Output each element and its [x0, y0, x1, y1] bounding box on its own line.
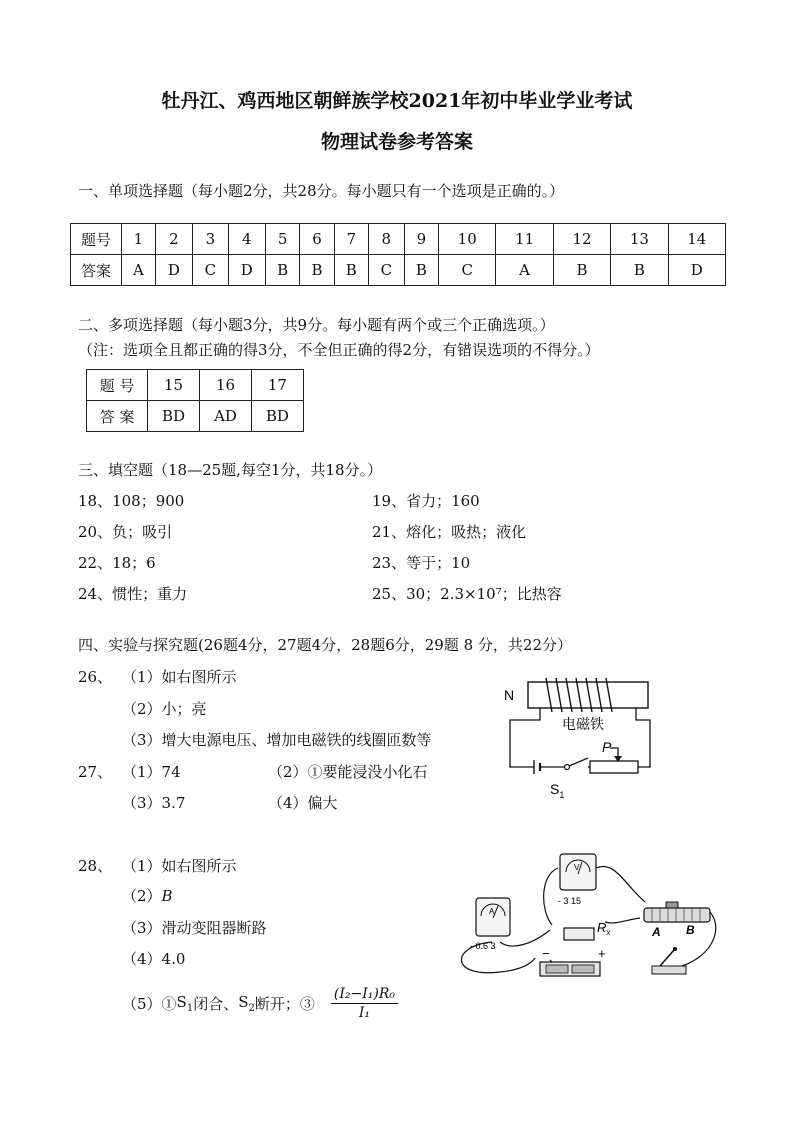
slider-p-label: P [602, 739, 612, 755]
question-number-cell: 6 [300, 224, 334, 255]
answer-cell: D [668, 255, 725, 286]
question-number-cell: 13 [611, 224, 668, 255]
multi-choice-answer-table [86, 369, 304, 432]
q26-answer-3: （3）增大电源电压、增加电磁铁的线圈匝数等 [122, 731, 432, 749]
battery-pack [540, 946, 606, 976]
q27-number: 27、 [78, 763, 113, 781]
answer-cell: B [404, 255, 438, 286]
rheostat-b-label: B [686, 923, 695, 937]
question-number-cell: 3 [193, 224, 229, 255]
answer-20: 20、负；吸引 [78, 523, 173, 541]
q27-answer-4: （4）偏大 [268, 794, 338, 812]
answer-cell: B [553, 255, 610, 286]
voltmeter [558, 854, 596, 906]
sliding-rheostat [644, 902, 710, 939]
table-header-answer: 答案 [71, 255, 122, 286]
question-number-cell: 9 [404, 224, 438, 255]
voltmeter-terminals: - 3 15 [558, 896, 582, 906]
answer-cell: C [369, 255, 405, 286]
switch [652, 947, 686, 974]
answer-23: 23、等于；10 [372, 554, 471, 572]
table-header-question: 题 号 [87, 370, 148, 401]
answer-cell: A [122, 255, 156, 286]
question-number-cell: 2 [155, 224, 192, 255]
answer-19: 19、省力；160 [372, 492, 480, 510]
electromagnet-label: 电磁铁 [562, 716, 604, 732]
q28-answer-2-prefix: （2） [122, 887, 162, 905]
section3-heading: 三、填空题（18—25题,每空1分，共18分。） [78, 461, 383, 479]
ammeter-terminals: - 0.6 3 [470, 941, 496, 951]
answer-cell: D [155, 255, 192, 286]
question-number-cell: 15 [148, 370, 200, 401]
q28-answer-1: （1）如右图所示 [122, 857, 237, 875]
question-number-cell: 5 [265, 224, 299, 255]
question-number-cell: 12 [553, 224, 610, 255]
q27-answer-3: （3）3.7 [122, 794, 186, 812]
question-number-cell: 7 [334, 224, 368, 255]
formula-fraction [331, 986, 398, 1021]
answer-cell: B [265, 255, 299, 286]
ammeter-label: A [489, 907, 495, 916]
answer-22: 22、18；6 [78, 554, 156, 572]
exam-title: 牡丹江、鸡西地区朝鲜族学校2021年初中毕业学业考试 [161, 90, 633, 112]
answer-cell: C [193, 255, 229, 286]
answer-18: 18、108；900 [78, 492, 185, 510]
battery-plus-label: + [598, 946, 606, 961]
question-number-cell: 16 [200, 370, 252, 401]
question-number-cell: 14 [668, 224, 725, 255]
question-number-cell: 17 [251, 370, 303, 401]
voltmeter-label: V [574, 863, 580, 872]
section4-heading: 四、实验与探究题(26题4分，27题4分，28题6分，29题 8 分，共22分） [78, 636, 572, 654]
battery-minus-label: − [542, 946, 550, 961]
answer-cell: A [496, 255, 553, 286]
q26-answer-1: （1）如右图所示 [122, 668, 237, 686]
answer-cell: BD [251, 401, 303, 432]
electromagnet-circuit-diagram [490, 672, 680, 812]
answer-cell: B [300, 255, 334, 286]
table-header-question: 题号 [71, 224, 122, 255]
answer-cell: B [611, 255, 668, 286]
answer-25: 25、30；2.3×10⁷；比热容 [372, 585, 562, 603]
question-number-cell: 1 [122, 224, 156, 255]
answer-cell: BD [148, 401, 200, 432]
answer-24: 24、惯性；重力 [78, 585, 188, 603]
q26-number: 26、 [78, 668, 113, 686]
q28-answer-5-prefix: （5）① [122, 995, 177, 1013]
answer-cell: C [439, 255, 496, 286]
rheostat [590, 761, 638, 773]
ammeter [470, 898, 510, 951]
answer-cell: B [334, 255, 368, 286]
q26-answer-2: （2）小；亮 [122, 700, 207, 718]
q28-answer-5: （5）① $S_1$ 闭合、 $S_2$ 断开；③ $\frac{\text{(I₂−I₁)R₀}}{\text{I₁}}$ [122, 986, 398, 1021]
section1-heading: 一、单项选择题（每小题2分，共28分。每小题只有一个选项是正确的。） [78, 182, 565, 200]
section2-heading: 二、多项选择题（每小题3分，共9分。每小题有两个或三个正确选项。） [78, 316, 555, 334]
switch-s2-label: $S_2$ [238, 993, 255, 1014]
q28-answer-2 [122, 885, 173, 906]
answer-cell: D [228, 255, 265, 286]
n-pole-label: N [504, 687, 515, 703]
q28-answer-4: （4）4.0 [122, 950, 186, 968]
measurement-circuit-diagram [440, 850, 730, 990]
table-header-answer: 答 案 [87, 401, 148, 432]
q27-answer-1: （1）74 [122, 763, 181, 781]
answer-cell: AD [200, 401, 252, 432]
q28-answer-3: （3）滑动变阻器断路 [122, 919, 267, 937]
formula-numerator: (I₂−I₁)R₀ [331, 986, 398, 1004]
question-number-cell: 10 [439, 224, 496, 255]
resistor-rx [564, 920, 611, 940]
q28-answer-2-value: B [161, 887, 173, 905]
single-choice-answer-table [70, 223, 726, 286]
rx-label: $R_x$ [597, 920, 611, 937]
formula-denominator: I₁ [358, 1005, 371, 1021]
switch-s1-label: $S_1$ [176, 993, 194, 1014]
answer-21: 21、熔化；吸热；液化 [372, 523, 527, 541]
question-number-cell: 4 [228, 224, 265, 255]
switch-contact [565, 765, 570, 770]
section2-note: （注：选项全且都正确的得3分，不全但正确的得2分，有错误选项的不得分。） [78, 341, 600, 359]
exam-subtitle: 物理试卷参考答案 [320, 131, 473, 153]
switch-lever [569, 758, 588, 766]
rheostat-a-label: A [652, 925, 661, 939]
question-number-cell: 11 [496, 224, 553, 255]
q27-answer-2: （2）①要能浸没小化石 [268, 763, 428, 781]
switch-label: $S_1$ [550, 781, 565, 800]
q28-number: 28、 [78, 857, 113, 875]
question-number-cell: 8 [369, 224, 405, 255]
